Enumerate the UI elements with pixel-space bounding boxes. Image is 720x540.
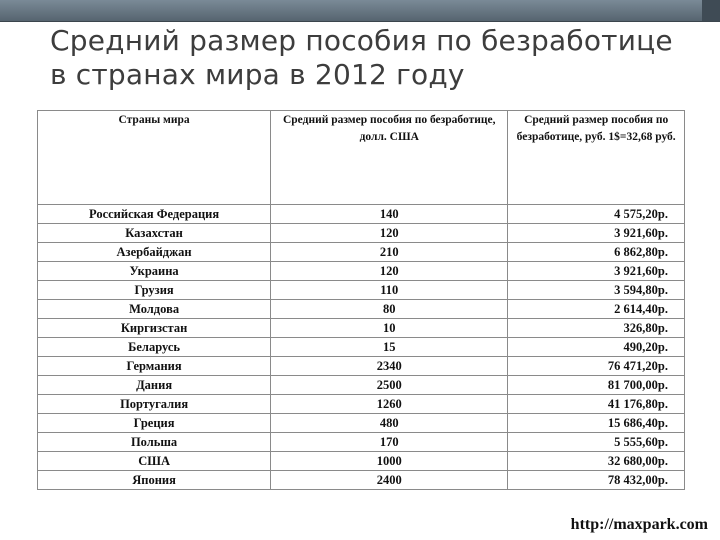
- table-row: [38, 376, 685, 395]
- country-cell: Германия: [38, 357, 271, 376]
- rub-cell: 3 921,60р.: [508, 262, 685, 281]
- table-row: [38, 471, 685, 490]
- usd-cell: 1000: [271, 452, 508, 471]
- usd-cell: 2340: [271, 357, 508, 376]
- usd-cell: 2500: [271, 376, 508, 395]
- country-cell: США: [38, 452, 271, 471]
- rub-cell: 490,20р.: [508, 338, 685, 357]
- title-line-2: в странах мира в 2012 году: [50, 58, 465, 91]
- country-cell: Казахстан: [38, 224, 271, 243]
- usd-cell: 110: [271, 281, 508, 300]
- rub-cell: 76 471,20р.: [508, 357, 685, 376]
- country-cell: Азербайджан: [38, 243, 271, 262]
- table-row: [38, 452, 685, 471]
- rub-cell: 3 594,80р.: [508, 281, 685, 300]
- country-cell: Дания: [38, 376, 271, 395]
- table-row: [38, 414, 685, 433]
- usd-cell: 15: [271, 338, 508, 357]
- header-countries: Страны мира: [38, 111, 271, 205]
- table-row: [38, 205, 685, 224]
- table-row: [38, 243, 685, 262]
- table-row: [38, 262, 685, 281]
- country-cell: Беларусь: [38, 338, 271, 357]
- table-row: [38, 433, 685, 452]
- table-row: [38, 338, 685, 357]
- rub-cell: 78 432,00р.: [508, 471, 685, 490]
- rub-cell: 3 921,60р.: [508, 224, 685, 243]
- table-header-row: [38, 111, 685, 205]
- country-cell: Украина: [38, 262, 271, 281]
- usd-cell: 140: [271, 205, 508, 224]
- country-cell: Греция: [38, 414, 271, 433]
- rub-cell: 15 686,40р.: [508, 414, 685, 433]
- benefits-table: [37, 110, 685, 490]
- table-row: [38, 224, 685, 243]
- usd-cell: 2400: [271, 471, 508, 490]
- header-usd: Средний размер пособия по безработице, долл. США: [271, 111, 508, 205]
- table-row: [38, 281, 685, 300]
- table-row: [38, 300, 685, 319]
- country-cell: Грузия: [38, 281, 271, 300]
- rub-cell: 4 575,20р.: [508, 205, 685, 224]
- country-cell: Япония: [38, 471, 271, 490]
- usd-cell: 210: [271, 243, 508, 262]
- usd-cell: 120: [271, 224, 508, 243]
- title-line-1: Средний размер пособия по безработице: [50, 24, 673, 57]
- table-row: [38, 357, 685, 376]
- rub-cell: 81 700,00р.: [508, 376, 685, 395]
- rub-cell: 2 614,40р.: [508, 300, 685, 319]
- country-cell: Португалия: [38, 395, 271, 414]
- country-cell: Молдова: [38, 300, 271, 319]
- table-row: [38, 395, 685, 414]
- table-row: [38, 319, 685, 338]
- country-cell: Киргизстан: [38, 319, 271, 338]
- slide-title: [50, 24, 710, 92]
- header-rub: Средний размер пособия по безработице, руб. 1$=32,68 руб.: [508, 111, 685, 205]
- rub-cell: 326,80р.: [508, 319, 685, 338]
- rub-cell: 41 176,80р.: [508, 395, 685, 414]
- rub-cell: 32 680,00р.: [508, 452, 685, 471]
- usd-cell: 1260: [271, 395, 508, 414]
- usd-cell: 120: [271, 262, 508, 281]
- rub-cell: 5 555,60р.: [508, 433, 685, 452]
- usd-cell: 170: [271, 433, 508, 452]
- usd-cell: 80: [271, 300, 508, 319]
- country-cell: Польша: [38, 433, 271, 452]
- source-link[interactable]: http://maxpark.com: [570, 516, 708, 533]
- country-cell: Российская Федерация: [38, 205, 271, 224]
- usd-cell: 10: [271, 319, 508, 338]
- rub-cell: 6 862,80р.: [508, 243, 685, 262]
- top-bar-corner: [702, 0, 720, 21]
- slide-top-bar: [0, 0, 720, 22]
- usd-cell: 480: [271, 414, 508, 433]
